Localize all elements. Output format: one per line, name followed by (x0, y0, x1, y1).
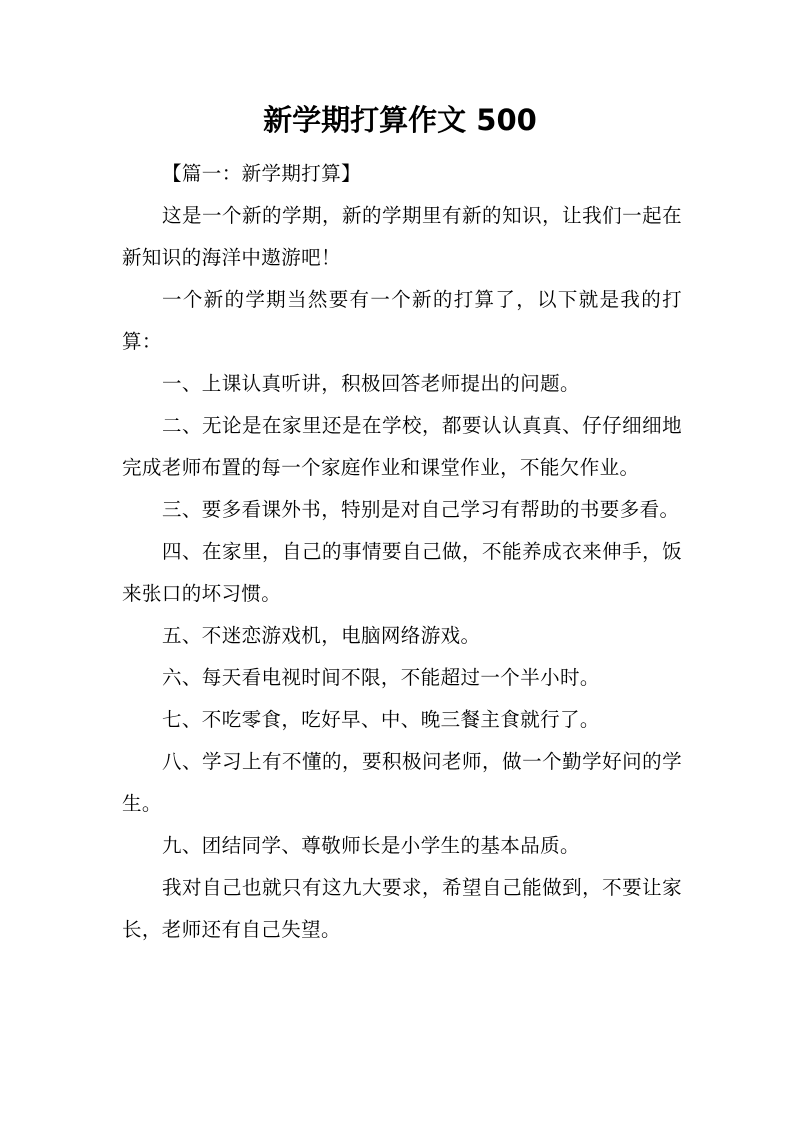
paragraph-plan-lead: 一个新的学期当然要有一个新的打算了，以下就是我的打算： (122, 288, 682, 353)
plan-item-7: 七、不吃零食，吃好早、中、晚三餐主食就行了。 (162, 708, 600, 731)
plan-item-4: 四、在家里，自己的事情要自己做，不能养成衣来伸手，饭来张口的坏习惯。 (122, 540, 682, 605)
plan-item-3: 三、要多看课外书，特别是对自己学习有帮助的书要多看。 (162, 498, 680, 521)
paragraph-intro: 这是一个新的学期，新的学期里有新的知识，让我们一起在新知识的海洋中遨游吧！ (122, 204, 682, 269)
paragraph-conclusion: 我对自己也就只有这九大要求，希望自己能做到，不要让家长，老师还有自己失望。 (122, 876, 682, 941)
plan-item-8: 八、学习上有不懂的，要积极问老师，做一个勤学好问的学生。 (122, 750, 682, 815)
document-body (122, 153, 682, 951)
plan-item-5: 五、不迷恋游戏机，电脑网络游戏。 (162, 624, 481, 647)
plan-item-1: 一、上课认真听讲，积极回答老师提出的问题。 (162, 372, 580, 395)
plan-item-2: 二、无论是在家里还是在学校，都要认认真真、仔仔细细地完成老师布置的每一个家庭作业和课堂作业，不能欠作业。 (122, 414, 682, 479)
section-heading: 【篇一：新学期打算】 (162, 162, 362, 185)
plan-item-9: 九、团结同学、尊敬师长是小学生的基本品质。 (162, 834, 580, 857)
document-title: 新学期打算作文 500 (263, 103, 537, 137)
plan-item-6: 六、每天看电视时间不限，不能超过一个半小时。 (162, 666, 600, 689)
